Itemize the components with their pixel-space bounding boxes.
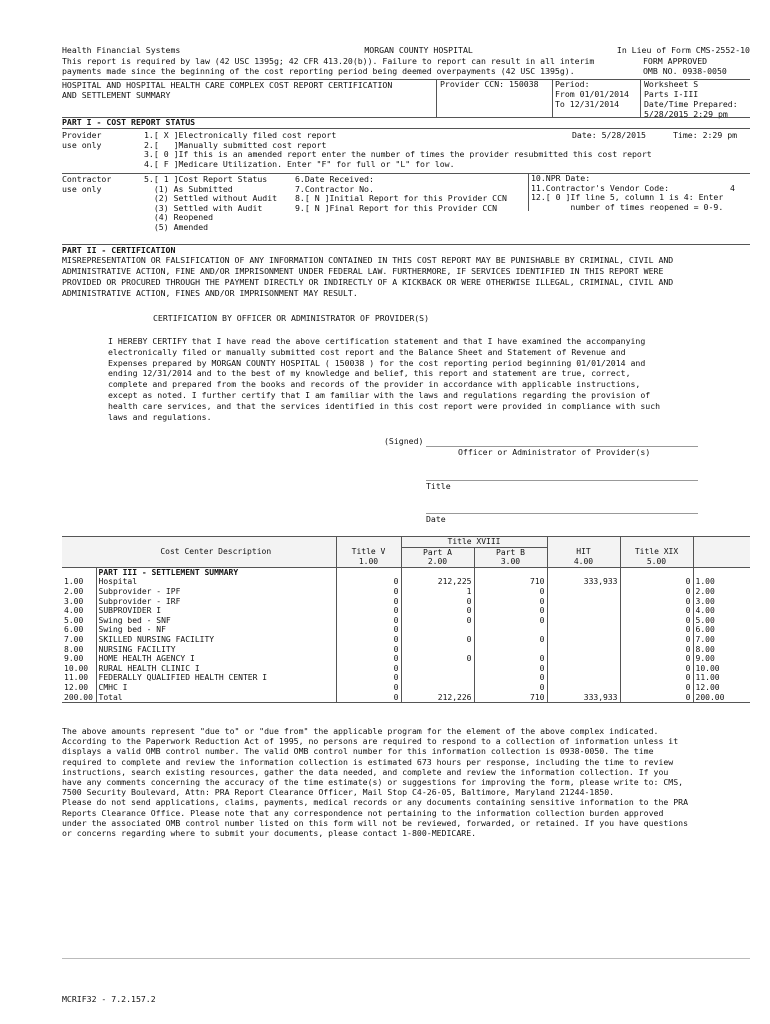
cert-line-7: health care services, and that the services identified in this cost report were provided in compliance with such bbox=[108, 400, 661, 411]
row-value-col-4 bbox=[547, 606, 620, 616]
contractor-col-2 bbox=[295, 175, 525, 213]
row-value-col-1: 0 bbox=[336, 664, 401, 674]
cert-line-5: complete and prepared from the books and records of the provider in accordance with applicable instructions, bbox=[108, 379, 641, 390]
filed-time: Time: 2:29 pm bbox=[673, 130, 738, 140]
contractor-item-5-2: (2) Settled without Audit bbox=[144, 193, 278, 204]
provider-use-label-1: Provider bbox=[62, 130, 102, 140]
provider-status-lines bbox=[144, 131, 744, 169]
period-from: From 01/01/2014 bbox=[555, 88, 629, 99]
col-header-part-b: Part B bbox=[474, 547, 547, 557]
status-line-4: 4.[ F ]Medicare Utilization. Enter "F" for full or "L" for low. bbox=[144, 158, 455, 169]
row-value-col-4 bbox=[547, 625, 620, 635]
provider-ccn: Provider CCN: 150038 bbox=[436, 80, 539, 117]
prepared-datetime: 5/28/2015 2:29 pm bbox=[644, 108, 728, 119]
warning-line-3: PROVIDED OR PROCURED THROUGH THE PAYMENT DIRECTLY OR INDIRECTLY OF A KICKBACK OR WERE OTHERWISE ILLEGAL, CRIMINAL, CIVIL AND bbox=[62, 277, 674, 287]
report-title-line-1: HOSPITAL AND HOSPITAL HEALTH CARE COMPLEX COST REPORT CERTIFICATION bbox=[62, 80, 393, 90]
contractor-item-9: 9.[ N ]Final Report for this Provider CCN bbox=[295, 202, 498, 213]
contractor-item-10: 10.NPR Date: bbox=[531, 173, 591, 183]
title-line[interactable] bbox=[426, 480, 698, 481]
row-value-col-1: 0 bbox=[336, 683, 401, 693]
report-title bbox=[62, 81, 392, 101]
cert-line-1: I HEREBY CERTIFY that I have read the above certification statement and that I have examined the accompanying bbox=[108, 336, 646, 346]
officer-label: Officer or Administrator of Provider(s) bbox=[458, 447, 651, 457]
certification-body bbox=[108, 337, 748, 423]
table-row bbox=[62, 693, 750, 703]
row-value-col-5: 0 bbox=[620, 587, 693, 597]
row-value-col-3: 0 bbox=[474, 673, 547, 683]
contractor-item-6: 6.Date Received: bbox=[295, 174, 374, 184]
row-description: Subprovider - IRF bbox=[96, 597, 336, 607]
row-value-col-4 bbox=[547, 673, 620, 683]
row-value-col-2: 1 bbox=[401, 587, 474, 597]
worksheet-parts: Parts I-III bbox=[644, 88, 699, 99]
col-header-part-a: Part A bbox=[401, 547, 474, 557]
part1-heading: PART I - COST REPORT STATUS bbox=[62, 118, 750, 129]
desc-header: Cost Center Description bbox=[160, 547, 272, 557]
row-number: 6.00 bbox=[64, 625, 84, 635]
row-value-col-3: 710 bbox=[474, 693, 547, 703]
contractor-item-5-3: (3) Settled with Audit bbox=[144, 202, 263, 213]
cert-line-6: except as noted. I further certify that I am familiar with the laws and regulations regarding the provision of bbox=[108, 389, 651, 400]
row-value-col-3: 0 bbox=[474, 597, 547, 607]
row-description: CMHC I bbox=[96, 683, 336, 693]
col-num-4: 4.00 bbox=[547, 557, 620, 567]
part1-section bbox=[62, 117, 750, 245]
row-value-col-3: 0 bbox=[474, 606, 547, 616]
date-line[interactable] bbox=[426, 513, 698, 514]
provider-use-label bbox=[62, 131, 101, 151]
contractor-col-1 bbox=[144, 175, 292, 233]
table-row bbox=[62, 577, 750, 587]
row-number-right: 9.00 bbox=[693, 654, 750, 664]
row-description: RURAL HEALTH CLINIC I bbox=[96, 664, 336, 674]
row-value-col-1: 0 bbox=[336, 577, 401, 587]
row-value-col-3: 0 bbox=[474, 654, 547, 664]
contractor-item-5-5: (5) Amended bbox=[144, 221, 209, 232]
col-header-title-v: Title V bbox=[336, 547, 401, 557]
col-num-2: 2.00 bbox=[401, 557, 474, 567]
note-line-4: required to complete and review the information collection is estimated 673 hours per response, including the time to review bbox=[62, 756, 674, 767]
row-number: 12.00 bbox=[64, 682, 89, 692]
table-row bbox=[62, 606, 750, 616]
row-description: FEDERALLY QUALIFIED HEALTH CENTER I bbox=[96, 673, 336, 683]
table-row bbox=[62, 625, 750, 635]
row-value-col-5: 0 bbox=[620, 683, 693, 693]
row-value-col-4 bbox=[547, 597, 620, 607]
table-row bbox=[62, 635, 750, 645]
row-value-col-4 bbox=[547, 635, 620, 645]
contractor-item-11: 11.Contractor's Vendor Code: bbox=[531, 182, 670, 193]
row-number-right: 6.00 bbox=[693, 625, 750, 635]
contractor-item-7: 7.Contractor No. bbox=[295, 183, 374, 194]
row-value-col-2: 212,226 bbox=[401, 693, 474, 703]
row-value-col-3: 0 bbox=[474, 616, 547, 626]
row-value-col-2 bbox=[401, 683, 474, 693]
row-value-col-5: 0 bbox=[620, 673, 693, 683]
row-number: 4.00 bbox=[64, 606, 84, 616]
notice-line-1: This report is required by law (42 USC 1395g; 42 CFR 413.20(b)). Failure to report can result in all interim bbox=[62, 56, 595, 66]
period-to: To 12/31/2014 bbox=[555, 98, 620, 109]
row-value-col-5: 0 bbox=[620, 577, 693, 587]
page-footer: MCRIF32 - 7.2.157.2 bbox=[62, 994, 156, 1004]
row-value-col-3: 0 bbox=[474, 635, 547, 645]
row-description: SUBPROVIDER I bbox=[96, 606, 336, 616]
note-line-1: The above amounts represent "due to" or "due from" the applicable program for the element of the above complex indicated. bbox=[62, 726, 659, 736]
status-line-3: 3.[ 0 ]If this is an amended report enter the number of times the provider resubmitted this cost report bbox=[144, 149, 652, 160]
col-header-title-xix: Title XIX bbox=[620, 547, 693, 557]
row-value-col-1: 0 bbox=[336, 606, 401, 616]
status-line-2: 2.[ ]Manually submitted cost report bbox=[144, 139, 327, 150]
row-value-col-2: 0 bbox=[401, 654, 474, 664]
note-line-11: or concerns regarding where to submit your documents, please contact 1-800-MEDICARE. bbox=[62, 827, 477, 838]
table-row bbox=[62, 597, 750, 607]
row-value-col-5: 0 bbox=[620, 606, 693, 616]
note-line-6: have any comments concerning the accuracy of the time estimate(s) or suggestions for improving the form, please write to: CMS, bbox=[62, 776, 684, 787]
contractor-use-label bbox=[62, 175, 111, 195]
table-row bbox=[62, 654, 750, 664]
col-header-hit: HIT bbox=[547, 547, 620, 557]
row-value-col-2 bbox=[401, 625, 474, 635]
row-value-col-2: 0 bbox=[401, 597, 474, 607]
part2-warning bbox=[62, 256, 750, 300]
date-label: Date bbox=[426, 514, 446, 524]
table-row bbox=[62, 664, 750, 674]
legal-notice bbox=[62, 57, 750, 79]
row-value-col-1: 0 bbox=[336, 635, 401, 645]
period-label: Period: bbox=[555, 79, 590, 89]
row-value-col-5: 0 bbox=[620, 625, 693, 635]
row-value-col-4 bbox=[547, 683, 620, 693]
form-approved: FORM APPROVED bbox=[643, 56, 708, 66]
vendor-code-value: 4 bbox=[730, 183, 735, 193]
cert-line-2: electronically filed or manually submitted cost report and the Balance Sheet and Statement of Revenue and bbox=[108, 346, 626, 357]
row-value-col-1: 0 bbox=[336, 616, 401, 626]
row-description: Subprovider - IPF bbox=[96, 587, 336, 597]
note-line-10: under the associated OMB control number listed on this form will not be reviewed, forwarded, or retained. If you have questions bbox=[62, 817, 689, 828]
row-value-col-4: 333,933 bbox=[547, 693, 620, 703]
row-number: 1.00 bbox=[64, 577, 84, 587]
row-description: NURSING FACILITY bbox=[96, 645, 336, 655]
software-name: Health Financial Systems bbox=[62, 45, 181, 55]
row-value-col-5: 0 bbox=[620, 654, 693, 664]
row-description: Total bbox=[96, 693, 336, 703]
row-description: HOME HEALTH AGENCY I bbox=[96, 654, 336, 664]
row-value-col-5: 0 bbox=[620, 693, 693, 703]
page-divider bbox=[62, 958, 750, 959]
part2-section bbox=[62, 246, 750, 300]
row-value-col-2: 212,225 bbox=[401, 577, 474, 587]
row-value-col-5: 0 bbox=[620, 616, 693, 626]
row-description: Swing bed - SNF bbox=[96, 616, 336, 626]
row-value-col-4 bbox=[547, 654, 620, 664]
row-number: 11.00 bbox=[64, 673, 89, 683]
table-row bbox=[62, 616, 750, 626]
row-value-col-2 bbox=[401, 673, 474, 683]
row-value-col-1: 0 bbox=[336, 654, 401, 664]
row-value-col-3: 0 bbox=[474, 683, 547, 693]
cert-line-3: Expenses prepared by MORGAN COUNTY HOSPITAL ( 150038 ) for the cost reporting period beginning 01/01/2014 and bbox=[108, 357, 646, 368]
note-line-3: displays a valid OMB control number. The valid OMB control number for this information collection is 0938-0050. The time bbox=[62, 746, 654, 757]
row-number-right: 11.00 bbox=[693, 673, 750, 683]
row-value-col-5: 0 bbox=[620, 664, 693, 674]
note-line-5: instructions, search existing resources, gather the data needed, and complete and review the information collection. If you bbox=[62, 766, 669, 777]
cert-line-8: laws and regulations. bbox=[108, 411, 212, 422]
settlement-table bbox=[62, 536, 750, 703]
row-number-right: 2.00 bbox=[693, 587, 750, 597]
contractor-use-block bbox=[62, 174, 750, 245]
signed-label: (Signed) bbox=[384, 436, 424, 446]
row-number: 5.00 bbox=[64, 615, 84, 625]
report-title-line-2: AND SETTLEMENT SUMMARY bbox=[62, 89, 171, 100]
row-value-col-5: 0 bbox=[620, 645, 693, 655]
note-line-2: According to the Paperwork Reduction Act of 1995, no persons are required to respond to a collection of information unless it bbox=[62, 736, 679, 747]
row-number: 10.00 bbox=[64, 663, 89, 673]
filed-date: Date: 5/28/2015 bbox=[572, 130, 646, 140]
row-value-col-2: 0 bbox=[401, 635, 474, 645]
row-value-col-3: 710 bbox=[474, 577, 547, 587]
contractor-item-8: 8.[ N ]Initial Report for this Provider CCN bbox=[295, 193, 507, 204]
warning-line-2: ADMINISTRATIVE ACTION, FINE AND/OR IMPRISONMENT UNDER FEDERAL LAW. FURTHERMORE, IF SERVICES IDENTIFIED IN THIS REPORT WERE bbox=[62, 266, 664, 276]
row-value-col-4 bbox=[547, 645, 620, 655]
row-value-col-4 bbox=[547, 664, 620, 674]
row-value-col-3 bbox=[474, 625, 547, 635]
row-number-right: 3.00 bbox=[693, 597, 750, 607]
row-value-col-5: 0 bbox=[620, 635, 693, 645]
prepared-label: Date/Time Prepared: bbox=[644, 98, 738, 109]
notice-line-2: payments made since the beginning of the cost reporting period being deemed overpayments (42 USC 1395g). bbox=[62, 66, 575, 76]
part2-heading: PART II - CERTIFICATION bbox=[62, 245, 176, 255]
contractor-item-5: 5.[ 1 ]Cost Report Status bbox=[144, 174, 268, 184]
note-line-7: 7500 Security Boulevard, Attn: PRA Report Clearance Officer, Mail Stop C4-26-05, Baltimore, Maryland 21244-1850. bbox=[62, 787, 615, 798]
table-row bbox=[62, 587, 750, 597]
row-number-right: 10.00 bbox=[693, 664, 750, 674]
table-row bbox=[62, 683, 750, 693]
contractor-use-label-1: Contractor bbox=[62, 174, 112, 184]
col-num-3: 3.00 bbox=[474, 557, 547, 567]
omb-number: OMB NO. 0938-0050 bbox=[643, 66, 727, 76]
row-number-right: 8.00 bbox=[693, 645, 750, 655]
col-num-5: 5.00 bbox=[620, 557, 693, 567]
footer-notes bbox=[62, 727, 750, 839]
row-value-col-1: 0 bbox=[336, 693, 401, 703]
row-number-right: 5.00 bbox=[693, 616, 750, 626]
row-number: 2.00 bbox=[64, 586, 84, 596]
provider-use-block bbox=[62, 129, 750, 174]
table-row bbox=[62, 673, 750, 683]
row-value-col-1: 0 bbox=[336, 645, 401, 655]
row-number: 3.00 bbox=[64, 596, 84, 606]
status-line-1: 1.[ X ]Electronically filed cost report bbox=[144, 130, 337, 140]
row-value-col-4 bbox=[547, 616, 620, 626]
note-line-9: Reports Clearance Office. Please note that any correspondence not pertaining to the information collection burden approved bbox=[62, 807, 664, 818]
row-number-right: 1.00 bbox=[693, 577, 750, 587]
certification-title: CERTIFICATION BY OFFICER OR ADMINISTRATOR OF PROVIDER(S) bbox=[153, 313, 430, 323]
row-number: 8.00 bbox=[64, 644, 84, 654]
contractor-col-3 bbox=[528, 174, 749, 211]
worksheet-name: Worksheet S bbox=[644, 79, 699, 89]
form-reference: In Lieu of Form CMS-2552-10 bbox=[616, 45, 750, 55]
row-value-col-3: 0 bbox=[474, 587, 547, 597]
row-value-col-1: 0 bbox=[336, 587, 401, 597]
row-value-col-2 bbox=[401, 645, 474, 655]
contractor-item-12: 12.[ 0 ]If line 5, column 1 is 4: Enter bbox=[531, 192, 724, 203]
cert-line-4: ending 12/31/2014 and to the best of my knowledge and belief, this report and statement are true, correct, bbox=[108, 368, 631, 379]
col-num-1: 1.00 bbox=[336, 557, 401, 567]
contractor-item-5-4: (4) Reopened bbox=[144, 212, 214, 223]
row-description: SKILLED NURSING FACILITY bbox=[96, 635, 336, 645]
contractor-use-label-2: use only bbox=[62, 183, 102, 194]
contractor-item-5-1: (1) As Submitted bbox=[144, 183, 233, 194]
row-value-col-4 bbox=[547, 587, 620, 597]
row-number: 200.00 bbox=[62, 693, 96, 703]
warning-line-4: ADMINISTRATIVE ACTION, FINES AND/OR IMPRISONMENT MAY RESULT. bbox=[62, 288, 358, 298]
row-value-col-3 bbox=[474, 645, 547, 655]
row-value-col-1: 0 bbox=[336, 625, 401, 635]
row-number-right: 7.00 bbox=[693, 635, 750, 645]
row-value-col-1: 0 bbox=[336, 597, 401, 607]
hospital-name: MORGAN COUNTY HOSPITAL bbox=[364, 45, 473, 55]
warning-line-1: MISREPRESENTATION OR FALSIFICATION OF ANY INFORMATION CONTAINED IN THIS COST REPORT MAY BE PUNISHABLE BY CRIMINAL, CIVIL AND bbox=[62, 255, 674, 265]
part3-heading: PART III - SETTLEMENT SUMMARY bbox=[96, 567, 336, 577]
row-value-col-2: 0 bbox=[401, 606, 474, 616]
row-value-col-5: 0 bbox=[620, 597, 693, 607]
title-box bbox=[62, 79, 750, 117]
row-number-right: 200.00 bbox=[693, 693, 750, 703]
row-number-right: 4.00 bbox=[693, 606, 750, 616]
table-row bbox=[62, 645, 750, 655]
row-value-col-2 bbox=[401, 664, 474, 674]
provider-use-label-2: use only bbox=[62, 139, 102, 150]
row-value-col-1: 0 bbox=[336, 673, 401, 683]
title-xviii-header: Title XVIII bbox=[401, 537, 547, 548]
row-value-col-3: 0 bbox=[474, 664, 547, 674]
row-description: Swing bed - NF bbox=[96, 625, 336, 635]
row-number: 7.00 bbox=[64, 634, 84, 644]
period-block bbox=[552, 80, 629, 117]
row-number: 9.00 bbox=[64, 654, 84, 664]
row-description: Hospital bbox=[96, 577, 336, 587]
contractor-item-12-note: number of times reopened = 0-9. bbox=[531, 201, 724, 212]
row-number-right: 12.00 bbox=[693, 683, 750, 693]
worksheet-block bbox=[640, 80, 738, 117]
note-line-8: Please do not send applications, claims, payments, medical records or any documents containing sensitive information to the PRA bbox=[62, 797, 689, 808]
row-value-col-2: 0 bbox=[401, 616, 474, 626]
title-label: Title bbox=[426, 481, 451, 491]
row-value-col-4: 333,933 bbox=[547, 577, 620, 587]
